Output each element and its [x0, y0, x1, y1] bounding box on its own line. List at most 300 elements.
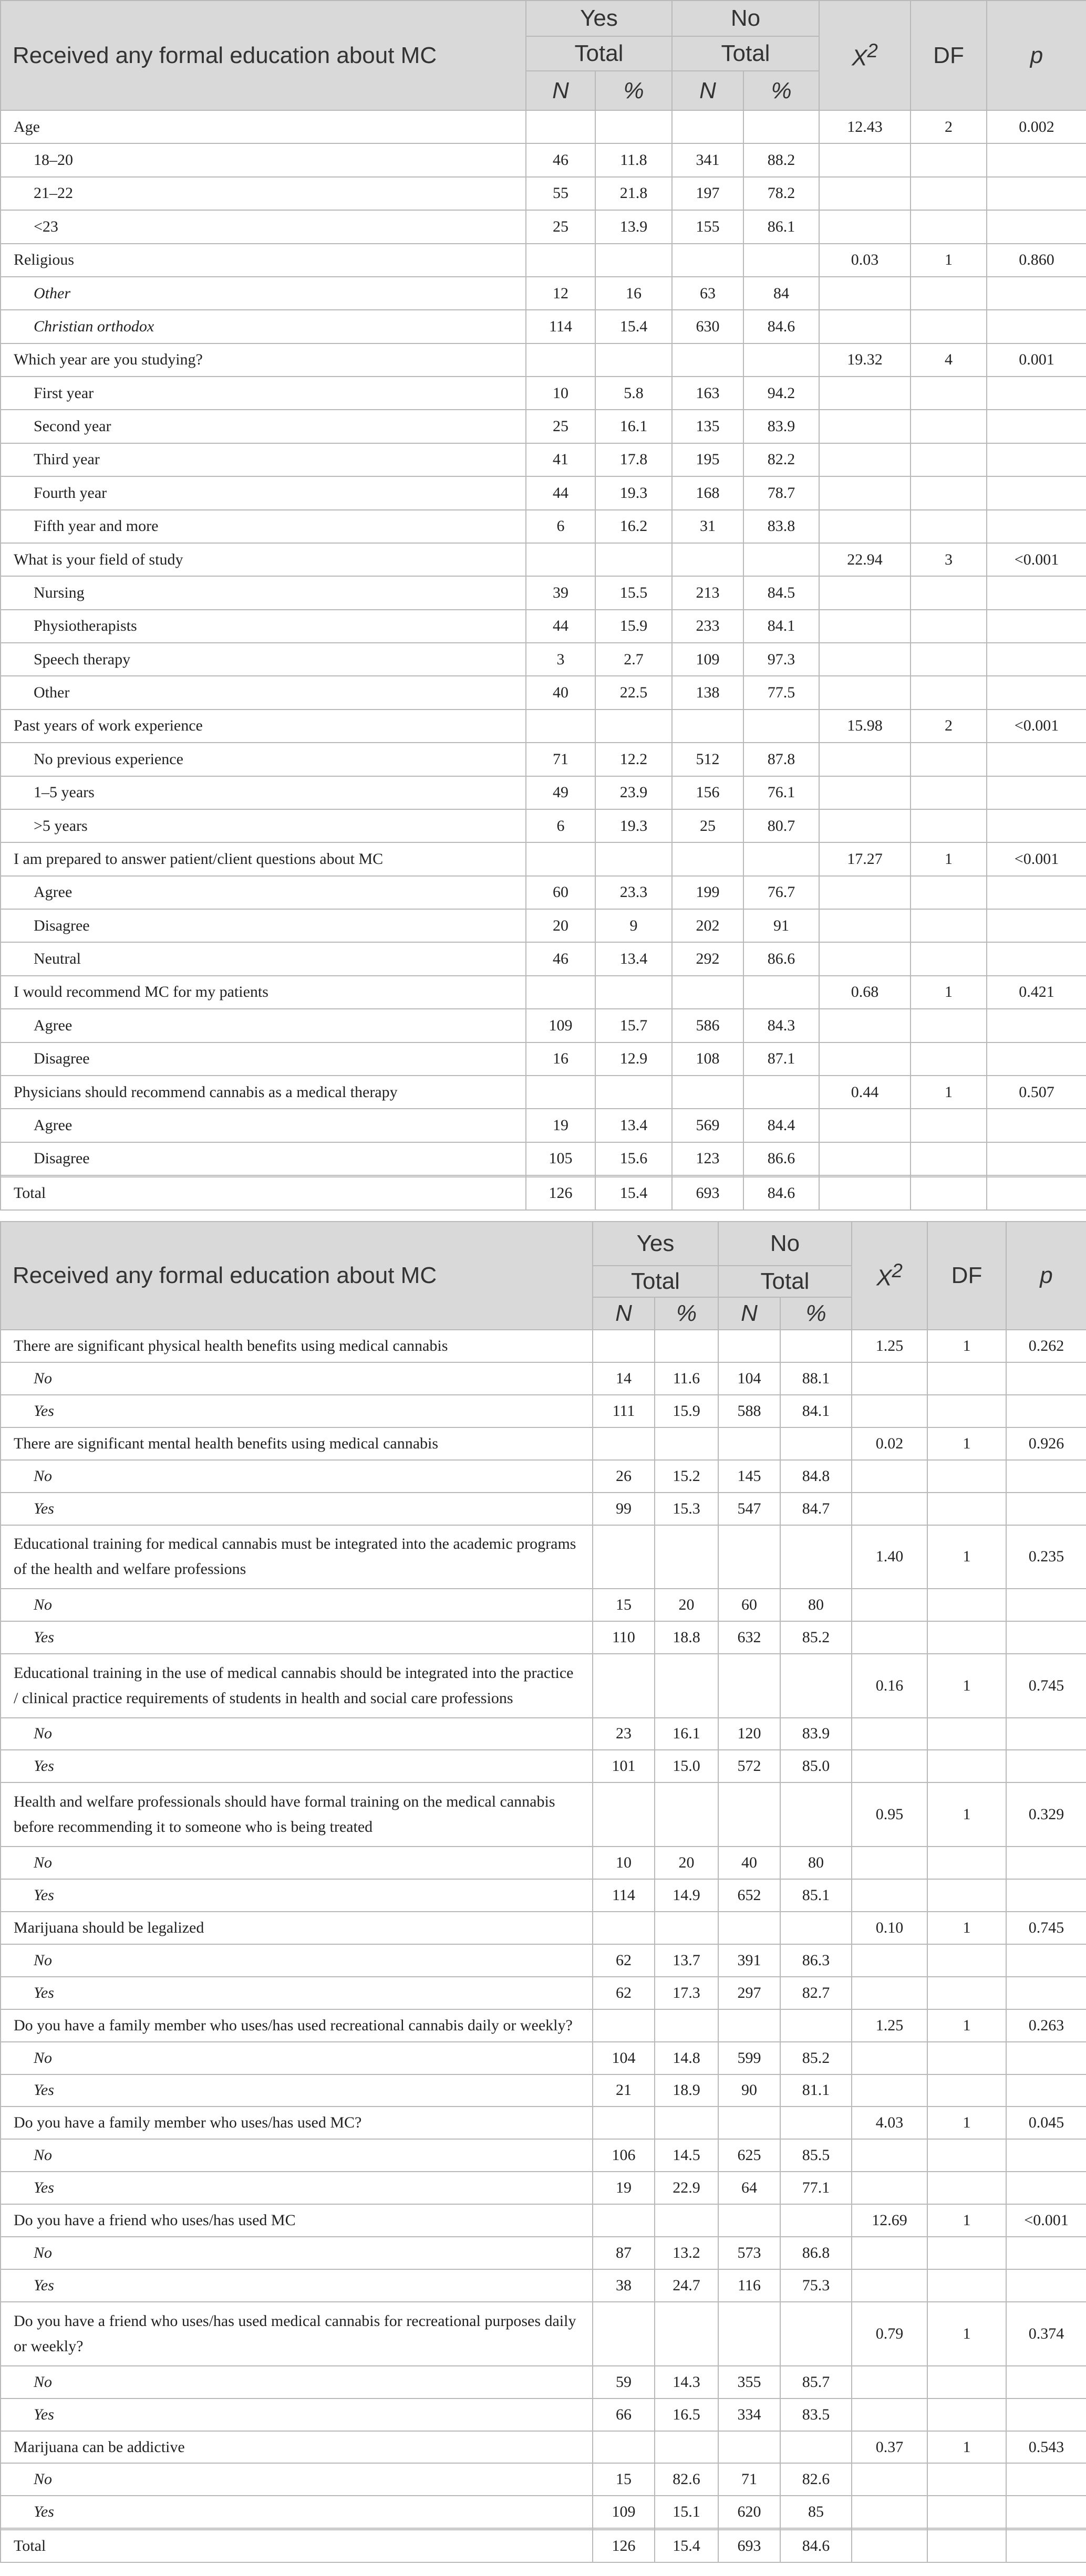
cell-df [927, 2530, 1006, 2562]
cell-df: 1 [927, 2431, 1006, 2464]
cell-p [987, 909, 1086, 942]
row-label: Yes [1, 2269, 593, 2302]
cell-n-yes: 59 [593, 2366, 655, 2398]
cell-df: 1 [911, 842, 987, 875]
cell-p [987, 1177, 1086, 1210]
row-label: No [1, 2042, 593, 2074]
cell-chi [852, 2269, 927, 2302]
table-row [1, 1395, 1086, 1427]
cell-pct-no: 84.1 [743, 610, 819, 643]
row-label: What is your field of study [1, 543, 526, 576]
row-label: Other [1, 676, 526, 709]
cell-df [927, 1718, 1006, 1750]
cell-p [987, 443, 1086, 476]
row-label: Physiotherapists [1, 610, 526, 643]
cell-n-no: 569 [672, 1109, 743, 1142]
cell-pct-no: 91 [743, 909, 819, 942]
header-pct-no: % [780, 1297, 852, 1330]
cell-n-no [718, 1525, 780, 1589]
table-row [1, 1460, 1086, 1493]
cell-df: 1 [927, 1427, 1006, 1460]
table-group-row [1, 1177, 1086, 1210]
row-label: No [1, 1589, 593, 1621]
cell-n-yes: 62 [593, 1944, 655, 1977]
cell-n-yes: 16 [526, 1042, 595, 1076]
cell-n-no: 586 [672, 1009, 743, 1042]
cell-pct-yes: 23.9 [595, 776, 672, 809]
cell-chi [852, 1879, 927, 1912]
cell-chi: 0.03 [819, 244, 911, 277]
row-label: Disagree [1, 1042, 526, 1076]
cell-pct-yes: 22.5 [595, 676, 672, 709]
cell-pct-no [780, 2431, 852, 2464]
header-p: p [987, 1, 1086, 110]
cell-n-no [718, 1330, 780, 1362]
cell-p [1006, 2074, 1086, 2107]
cell-pct-yes: 16.2 [595, 510, 672, 543]
cell-n-yes [593, 1427, 655, 1460]
table-row [1, 443, 1086, 476]
cell-p [1006, 1589, 1086, 1621]
cell-n-yes [593, 1782, 655, 1846]
cell-p [1006, 2269, 1086, 2302]
cell-pct-yes: 15.9 [595, 610, 672, 643]
cell-chi [819, 143, 911, 176]
cell-p [1006, 2398, 1086, 2431]
table-row [1, 1493, 1086, 1525]
cell-n-yes: 10 [593, 1847, 655, 1879]
cell-n-yes: 20 [526, 909, 595, 942]
cell-df: 2 [911, 110, 987, 143]
cell-n-yes: 19 [593, 2172, 655, 2204]
cell-p [1006, 1395, 1086, 1427]
row-label: Yes [1, 1879, 593, 1912]
cell-n-no: 195 [672, 443, 743, 476]
table-row [1, 743, 1086, 776]
cell-pct-no: 86.6 [743, 1142, 819, 1175]
cell-n-no: 693 [672, 1177, 743, 1210]
cell-n-no: 572 [718, 1750, 780, 1782]
cell-n-yes: 46 [526, 143, 595, 176]
cell-p [1006, 2463, 1086, 2496]
cell-pct-yes: 20 [655, 1847, 718, 1879]
cell-p [987, 310, 1086, 343]
education-table-2 [0, 1221, 1086, 2563]
cell-pct-no: 88.2 [743, 143, 819, 176]
cell-chi: 1.25 [852, 1330, 927, 1362]
cell-pct-no [780, 1912, 852, 1944]
header-df: DF [911, 1, 987, 110]
cell-n-yes: 109 [526, 1009, 595, 1042]
table-group-row [1, 976, 1086, 1009]
header-n-yes: N [593, 1297, 655, 1330]
table-group-row [1, 1912, 1086, 1944]
row-label: Agree [1, 1009, 526, 1042]
cell-pct-yes: 12.9 [595, 1042, 672, 1076]
table-row [1, 1718, 1086, 1750]
cell-df: 1 [927, 2009, 1006, 2042]
table-group-row [1, 2204, 1086, 2237]
cell-p [987, 1042, 1086, 1076]
cell-p [987, 809, 1086, 842]
table-row [1, 576, 1086, 609]
cell-df: 1 [927, 1525, 1006, 1589]
cell-pct-yes: 5.8 [595, 377, 672, 410]
cell-p [987, 510, 1086, 543]
row-label: Total [1, 1177, 526, 1210]
cell-n-no: 202 [672, 909, 743, 942]
table-row [1, 377, 1086, 410]
cell-pct-yes [655, 1912, 718, 1944]
cell-n-no: 60 [718, 1589, 780, 1621]
cell-p: <0.001 [987, 710, 1086, 743]
table-group-row [1, 710, 1086, 743]
cell-pct-no: 87.8 [743, 743, 819, 776]
table-row [1, 2496, 1086, 2528]
cell-p [1006, 2139, 1086, 2172]
cell-chi [819, 1142, 911, 1175]
cell-df: 4 [911, 343, 987, 377]
row-label: Yes [1, 2398, 593, 2431]
table-row [1, 1109, 1086, 1142]
cell-p [1006, 1718, 1086, 1750]
cell-pct-no: 80 [780, 1847, 852, 1879]
cell-n-yes: 110 [593, 1621, 655, 1654]
cell-n-yes [526, 110, 595, 143]
row-label: 1–5 years [1, 776, 526, 809]
cell-chi [852, 1589, 927, 1621]
cell-pct-no [780, 1654, 852, 1717]
table-group-row [1, 2431, 1086, 2464]
cell-n-no: 109 [672, 643, 743, 676]
cell-df: 1 [927, 1654, 1006, 1717]
cell-pct-yes: 13.7 [655, 1944, 718, 1977]
cell-n-yes: 66 [593, 2398, 655, 2431]
cell-pct-no: 83.9 [780, 1718, 852, 1750]
cell-pct-yes: 11.6 [655, 1362, 718, 1395]
row-label: Educational training in the use of medical cannabis should be integrated into the practice / clinical practice requirements of students in health and social care professions [1, 1654, 593, 1717]
cell-n-yes [593, 2204, 655, 2237]
cell-p: 0.001 [987, 343, 1086, 377]
cell-df [911, 410, 987, 443]
cell-p: <0.001 [987, 842, 1086, 875]
cell-pct-no [743, 244, 819, 277]
cell-pct-yes [595, 1076, 672, 1109]
cell-n-no [672, 1076, 743, 1109]
row-label: Which year are you studying? [1, 343, 526, 377]
cell-pct-no: 84.6 [743, 310, 819, 343]
cell-n-yes: 23 [593, 1718, 655, 1750]
cell-chi: 4.03 [852, 2106, 927, 2139]
cell-chi [852, 1362, 927, 1395]
cell-n-yes: 21 [593, 2074, 655, 2107]
table-row [1, 210, 1086, 243]
cell-pct-yes: 24.7 [655, 2269, 718, 2302]
cell-n-yes: 109 [593, 2496, 655, 2528]
cell-df [927, 1493, 1006, 1525]
cell-n-no: 355 [718, 2366, 780, 2398]
cell-pct-yes: 15.4 [595, 310, 672, 343]
cell-n-yes: 40 [526, 676, 595, 709]
cell-pct-no [780, 2106, 852, 2139]
table-row [1, 676, 1086, 709]
cell-pct-no [743, 110, 819, 143]
cell-n-yes: 114 [526, 310, 595, 343]
cell-pct-yes: 16.1 [595, 410, 672, 443]
cell-chi: 12.69 [852, 2204, 927, 2237]
cell-chi: 0.37 [852, 2431, 927, 2464]
row-label: I am prepared to answer patient/client questions about MC [1, 842, 526, 875]
cell-df [927, 2463, 1006, 2496]
table-group-row [1, 110, 1086, 143]
cell-n-yes: 10 [526, 377, 595, 410]
table-row [1, 1977, 1086, 2009]
row-label: Marijuana can be addictive [1, 2431, 593, 2464]
cell-chi [819, 809, 911, 842]
cell-pct-yes: 13.4 [595, 942, 672, 975]
cell-n-yes [526, 710, 595, 743]
cell-pct-no [780, 2302, 852, 2365]
cell-n-no: 123 [672, 1142, 743, 1175]
cell-pct-no: 76.7 [743, 876, 819, 909]
cell-n-no: 116 [718, 2269, 780, 2302]
cell-chi [852, 1395, 927, 1427]
cell-chi: 1.25 [852, 2009, 927, 2042]
cell-p [987, 610, 1086, 643]
table-group-row [1, 543, 1086, 576]
cell-pct-no [743, 710, 819, 743]
cell-pct-no: 84.4 [743, 1109, 819, 1142]
cell-n-yes: 87 [593, 2237, 655, 2269]
cell-n-no: 588 [718, 1395, 780, 1427]
cell-pct-no: 84.8 [780, 1460, 852, 1493]
cell-df [927, 2496, 1006, 2528]
table-group-row [1, 2009, 1086, 2042]
cell-pct-no: 84.6 [743, 1177, 819, 1210]
table-row [1, 1589, 1086, 1621]
cell-df [927, 2074, 1006, 2107]
table-row [1, 942, 1086, 975]
cell-p: 0.045 [1006, 2106, 1086, 2139]
row-label: Other [1, 277, 526, 310]
cell-p [987, 377, 1086, 410]
cell-pct-yes: 15.5 [595, 576, 672, 609]
cell-chi: 17.27 [819, 842, 911, 875]
cell-chi [852, 1621, 927, 1654]
cell-chi [852, 2139, 927, 2172]
cell-n-yes: 126 [526, 1177, 595, 1210]
cell-chi [852, 2398, 927, 2431]
cell-n-no: 213 [672, 576, 743, 609]
table-row [1, 177, 1086, 210]
cell-df [911, 1177, 987, 1210]
cell-pct-no: 85.2 [780, 1621, 852, 1654]
cell-p [987, 143, 1086, 176]
cell-pct-yes: 9 [595, 909, 672, 942]
table-row [1, 277, 1086, 310]
table-group-row [1, 2530, 1086, 2562]
cell-pct-no: 86.1 [743, 210, 819, 243]
cell-df [911, 643, 987, 676]
table-row [1, 776, 1086, 809]
cell-p: 0.860 [987, 244, 1086, 277]
table-1-body [1, 110, 1086, 1210]
cell-p [987, 1109, 1086, 1142]
cell-n-no [672, 842, 743, 875]
table-2-body [1, 1330, 1086, 2562]
row-label: Second year [1, 410, 526, 443]
row-label: Agree [1, 1109, 526, 1142]
cell-chi [819, 1042, 911, 1076]
row-label: No [1, 1460, 593, 1493]
header-total-yes: Total [593, 1266, 718, 1297]
cell-p: 0.745 [1006, 1912, 1086, 1944]
row-label: <23 [1, 210, 526, 243]
cell-chi [819, 1177, 911, 1210]
cell-n-yes: 46 [526, 942, 595, 975]
row-label: Fifth year and more [1, 510, 526, 543]
cell-n-no [718, 2302, 780, 2365]
cell-p [987, 410, 1086, 443]
cell-chi [819, 310, 911, 343]
cell-n-yes: 71 [526, 743, 595, 776]
table-row [1, 2172, 1086, 2204]
row-label: Yes [1, 2172, 593, 2204]
cell-pct-no: 88.1 [780, 1362, 852, 1395]
cell-n-no [672, 710, 743, 743]
header-no: No [718, 1222, 852, 1266]
cell-n-yes: 126 [593, 2530, 655, 2562]
row-label: No [1, 2139, 593, 2172]
header-chi-square: $X^2$ [819, 1, 911, 110]
cell-pct-yes: 82.6 [655, 2463, 718, 2496]
cell-pct-yes [655, 2431, 718, 2464]
cell-pct-no: 78.7 [743, 476, 819, 509]
cell-pct-no: 84.5 [743, 576, 819, 609]
cell-n-yes: 6 [526, 809, 595, 842]
cell-p: <0.001 [1006, 2204, 1086, 2237]
cell-n-yes [526, 244, 595, 277]
cell-pct-no: 85 [780, 2496, 852, 2528]
header-yes: Yes [593, 1222, 718, 1266]
row-label: Yes [1, 1621, 593, 1654]
cell-p: 0.926 [1006, 1427, 1086, 1460]
table-row [1, 1944, 1086, 1977]
row-label: Educational training for medical cannabis must be integrated into the academic programs of the health and welfare professions [1, 1525, 593, 1589]
table-row [1, 2139, 1086, 2172]
cell-n-no [672, 976, 743, 1009]
cell-pct-yes: 21.8 [595, 177, 672, 210]
table-group-row [1, 2302, 1086, 2365]
cell-n-yes [593, 1654, 655, 1717]
cell-chi [819, 776, 911, 809]
cell-pct-no: 84.3 [743, 1009, 819, 1042]
cell-n-yes: 106 [593, 2139, 655, 2172]
cell-chi: 0.10 [852, 1912, 927, 1944]
cell-n-yes: 26 [593, 1460, 655, 1493]
cell-n-yes: 99 [593, 1493, 655, 1525]
cell-n-yes: 55 [526, 177, 595, 210]
cell-pct-yes [595, 842, 672, 875]
cell-pct-no: 85.0 [780, 1750, 852, 1782]
header-label: Received any formal education about MC [1, 1222, 593, 1330]
cell-df [927, 1589, 1006, 1621]
cell-n-yes: 15 [593, 1589, 655, 1621]
cell-n-no: 693 [718, 2530, 780, 2562]
cell-pct-yes: 17.8 [595, 443, 672, 476]
cell-df: 1 [927, 1330, 1006, 1362]
cell-chi [852, 1750, 927, 1782]
cell-n-no: 64 [718, 2172, 780, 2204]
cell-pct-yes: 2.7 [595, 643, 672, 676]
cell-n-no: 292 [672, 942, 743, 975]
cell-chi [819, 177, 911, 210]
header-n-yes: N [526, 71, 595, 110]
cell-n-no [718, 2009, 780, 2042]
cell-n-yes [526, 842, 595, 875]
row-label: Yes [1, 1977, 593, 2009]
cell-chi [819, 876, 911, 909]
cell-df [927, 1847, 1006, 1879]
cell-pct-yes: 15.0 [655, 1750, 718, 1782]
cell-p [1006, 1977, 1086, 2009]
cell-chi [819, 476, 911, 509]
cell-n-yes: 104 [593, 2042, 655, 2074]
cell-n-yes [593, 2431, 655, 2464]
row-label: Third year [1, 443, 526, 476]
table-group-row [1, 1525, 1086, 1589]
cell-df [911, 809, 987, 842]
cell-pct-yes: 14.3 [655, 2366, 718, 2398]
header-no: No [672, 1, 819, 36]
cell-pct-yes [655, 2009, 718, 2042]
cell-pct-yes: 14.9 [655, 1879, 718, 1912]
cell-n-no: 630 [672, 310, 743, 343]
cell-chi [852, 1847, 927, 1879]
cell-chi [852, 1493, 927, 1525]
cell-n-yes: 15 [593, 2463, 655, 2496]
cell-chi: 0.68 [819, 976, 911, 1009]
cell-p [1006, 1847, 1086, 1879]
cell-p [1006, 1879, 1086, 1912]
row-label: No [1, 2463, 593, 2496]
row-label: No previous experience [1, 743, 526, 776]
table-row [1, 1142, 1086, 1175]
cell-n-no: 156 [672, 776, 743, 809]
cell-pct-yes: 15.9 [655, 1395, 718, 1427]
cell-pct-no [780, 1427, 852, 1460]
cell-chi [819, 510, 911, 543]
cell-pct-no: 94.2 [743, 377, 819, 410]
cell-n-yes [526, 543, 595, 576]
cell-pct-no: 84.7 [780, 1493, 852, 1525]
cell-pct-no [780, 2204, 852, 2237]
cell-df: 1 [911, 976, 987, 1009]
table-row [1, 1042, 1086, 1076]
cell-df: 1 [927, 1782, 1006, 1846]
cell-pct-yes [655, 1427, 718, 1460]
cell-p: <0.001 [987, 543, 1086, 576]
row-label: Agree [1, 876, 526, 909]
cell-n-yes: 49 [526, 776, 595, 809]
cell-df [927, 1879, 1006, 1912]
cell-pct-yes [655, 2106, 718, 2139]
cell-df [927, 1395, 1006, 1427]
cell-df [927, 1460, 1006, 1493]
cell-df [911, 1142, 987, 1175]
cell-p: 0.002 [987, 110, 1086, 143]
table-row [1, 643, 1086, 676]
